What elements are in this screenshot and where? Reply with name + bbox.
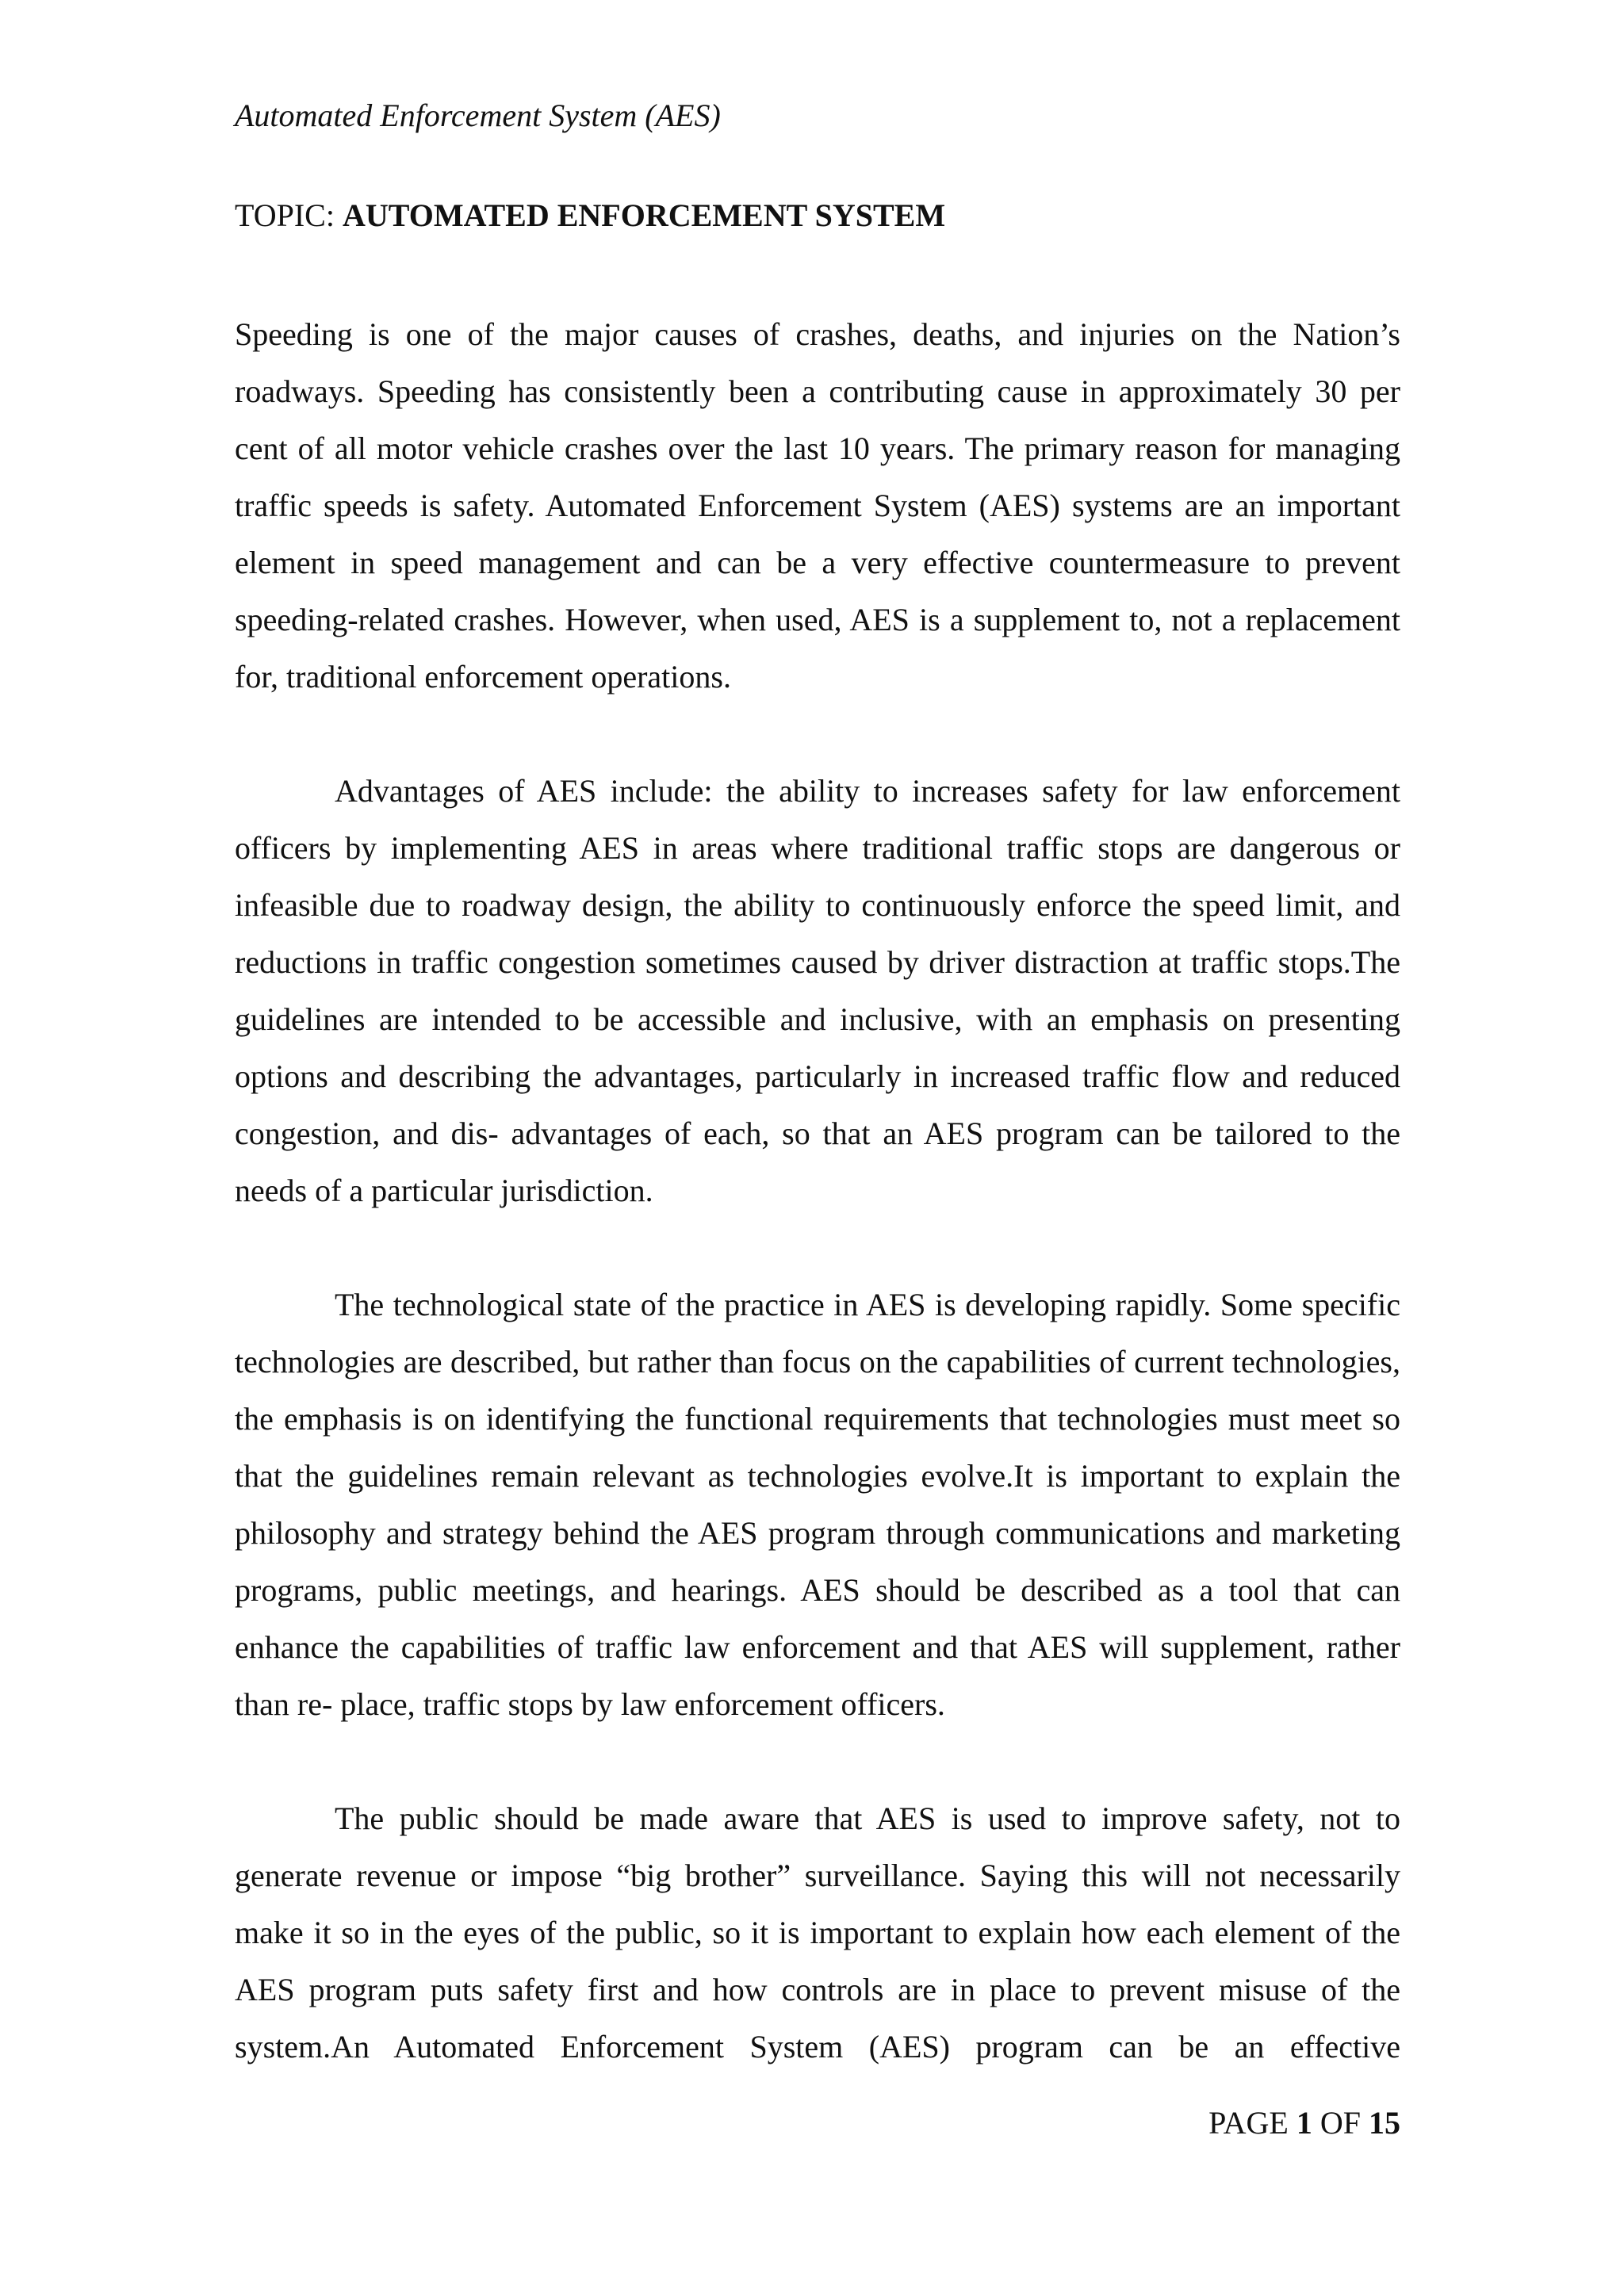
paragraph-speeding: Speeding is one of the major causes of crashes, deaths, and injuries on the Nation’s roadways. Speeding has consistently been a contributing cause in approximately 30 per cent of all motor vehicle crashes over the last 10 years. The primary reason for managing traffic speeds is safety. Automated Enforcement System (AES) systems are an important element in speed management and can be a very effective countermeasure to prevent speeding-related crashes. However, when used, AES is a supplement to, not a replacement for, traditional enforcement operations. bbox=[235, 316, 1400, 695]
paragraph-advantages: Advantages of AES include: the ability to increases safety for law enforcement officers by implementing AES in areas where traditional traffic stops are dangerous or infeasible due to roadway design, the ability to continuously enforce the speed limit, and reductions in traffic congestion sometimes caused by driver distraction at traffic stops.The guidelines are intended to be accessible and inclusive, with an emphasis on presenting options and describing the advantages, particularly in increased traffic flow and reduced congestion, and dis- advantages of each, so that an AES program can be tailored to the needs of a particular jurisdiction. bbox=[235, 773, 1400, 1208]
paragraph-public-awareness: The public should be made aware that AES is used to improve safety, not to generate revenue or impose “big brother” surveillance. Saying this will not necessarily make it so in the eyes of the public, so it is important to explain how each element of the AES program puts safety first and how controls are in place to prevent misuse of the system.An Automated Enforcement System (AES) program can be an effective bbox=[235, 1800, 1400, 2064]
running-header: Automated Enforcement System (AES) bbox=[235, 98, 721, 133]
page-footer bbox=[1208, 2101, 1400, 2145]
page-total: 15 bbox=[1369, 2105, 1400, 2141]
page-number: 1 bbox=[1296, 2105, 1312, 2141]
paragraph-technology: The technological state of the practice in AES is developing rapidly. Some specific technologies are described, but rather than focus on the capabilities of current technologies, the emphasis is on identifying the functional requirements that technologies must meet so that the guidelines remain relevant as technologies evolve.It is important to explain the philosophy and strategy behind the AES program through communications and marketing programs, public meetings, and hearings. AES should be described as a tool that can enhance the capabilities of traffic law enforcement and that AES will supplement, rather than re- place, traffic stops by law enforcement officers. bbox=[235, 1287, 1400, 1722]
topic-line bbox=[235, 193, 945, 238]
body-text bbox=[235, 306, 1400, 2076]
of-label: OF bbox=[1320, 2105, 1361, 2141]
topic-label: TOPIC: bbox=[235, 197, 335, 233]
topic-title: AUTOMATED ENFORCEMENT SYSTEM bbox=[342, 197, 946, 233]
page-label: PAGE bbox=[1208, 2105, 1289, 2141]
